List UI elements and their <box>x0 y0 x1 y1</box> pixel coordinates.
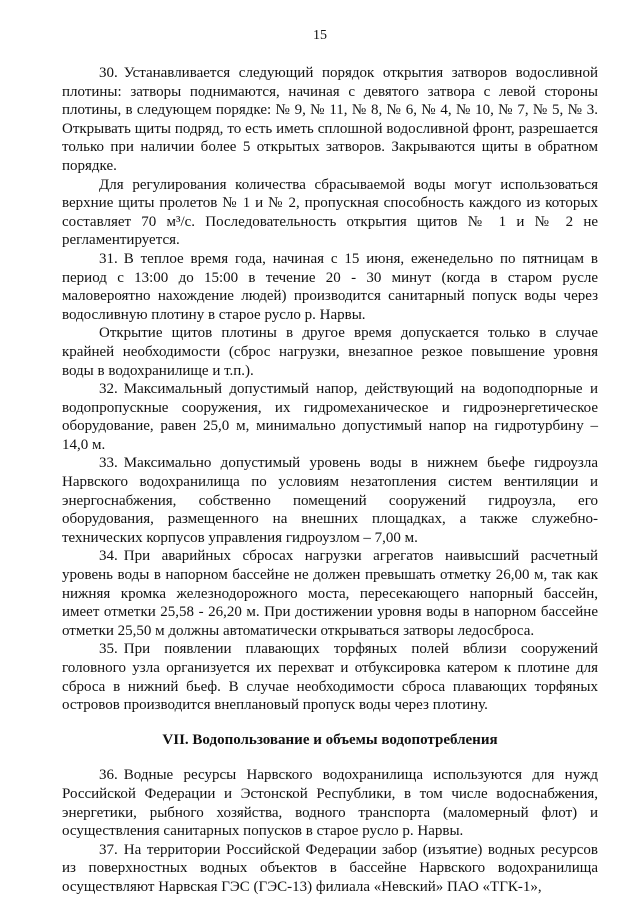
paragraph-text: Водные ресурсы Нарвского водохранилища используются для нужд Российской Федерации и Эстонской Республики, в том числе водоснабжения, энергетики, рыбного хозяйства, водного транспорта (маломерный флот) и осуществления санитарных попусков в старое русло р. Нарвы. <box>62 767 598 840</box>
paragraph-35 <box>62 640 598 714</box>
paragraph-text: Открытие щитов плотины в другое время допускается только в случае крайней необходимости (сброс нагрузки, внезапное резкое повышение уровня воды в водохранилище и т.п.). <box>62 325 598 379</box>
paragraph-number: 37. <box>99 841 118 858</box>
section-heading: VII. Водопользование и объемы водопотребления <box>162 731 498 748</box>
paragraph-number: 36. <box>99 767 118 784</box>
paragraph-text: В теплое время года, начиная с 15 июня, еженедельно по пятницам в период с 13:00 до 15:00 в течение 20 - 30 минут (когда в старом русле маловероятно нахождение людей) производится санитарный попуск воды через водосливную плотину в старое русло р. Нарвы. <box>62 250 598 323</box>
paragraph-32 <box>62 380 598 454</box>
paragraph-text: Устанавливается следующий порядок открытия затворов водосливной плотины: затворы поднимаются, начиная с девятого затвора с левой стороны плотины, в следующем порядке: № 9, № 11, № 8, № 6, № 4, № 10, № 7, № 5, № 3. Открывать щиты подряд, то есть иметь сплошной водосливной фронт, разрешается только при наличии более 5 открытых затворов. Закрываются щиты в обратном порядке. <box>62 65 598 174</box>
paragraph-31-cont <box>62 324 598 380</box>
paragraph-30-cont <box>62 176 598 250</box>
paragraph-text: Максимальный допустимый напор, действующий на водоподпорные и водопропускные сооружения, их гидромеханическое и гидроэнергетическое оборудование, равен 25,0 м, минимально допустимый напор на гидротурбину – 14,0 м. <box>62 381 598 453</box>
paragraph-36 <box>62 766 598 840</box>
paragraph-text: На территории Российской Федерации забор (изъятие) водных ресурсов из поверхностных водных объектов в бассейне Нарвского водохранилища осуществляют Нарвская ГЭС (ГЭС-13) филиала «Невский» ПАО «ТГК-1», <box>62 841 598 895</box>
paragraph-number: 35. <box>99 641 118 658</box>
document-body <box>62 64 598 897</box>
paragraph-31 <box>62 250 598 324</box>
paragraph-33 <box>62 454 598 547</box>
paragraph-text: Для регулирования количества сбрасываемой воды могут использоваться верхние щиты пролетов № 1 и № 2, пропускная способность каждого из которых составляет 70 м³/с. Последовательность открытия щитов № 1 и № 2 не регламентируется. <box>62 176 598 249</box>
paragraph-number: 31. <box>99 250 118 267</box>
paragraph-text: Максимально допустимый уровень воды в нижнем бьефе гидроузла Нарвского водохранилища по условиям незатопления систем вентиляции и энергоснабжения, собственно помещений сооружений гидроузла, его оборудования, размещенного на внешних площадках, а также служебно-технических корпусов управления гидроузлом – 7,00 м. <box>62 455 598 546</box>
paragraph-text: При появлении плавающих торфяных полей вблизи сооружений головного узла организуется их перехват и отбуксировка катером к плотине для сброса в нижний бьеф. В случае необходимости сброса плавающих торфяных островов производится внеплановый пропуск воды через плотину. <box>62 641 598 714</box>
paragraph-number: 34. <box>99 548 118 565</box>
paragraph-number: 33. <box>99 455 118 472</box>
paragraph-text: При аварийных сбросах нагрузки агрегатов наивысший расчетный уровень воды в напорном бассейне не должен превышать отметку 26,00 м, так как нижняя кромка железнодорожного моста, пересекающего напорный бассейн, имеет отметки 25,58 - 26,20 м. При достижении уровня воды в напорном бассейне отметки 25,50 м должны автоматически открываться затворы ледосброса. <box>62 548 598 639</box>
paragraph-37 <box>62 841 598 897</box>
page-number: 15 <box>313 28 327 43</box>
paragraph-number: 30. <box>99 65 118 81</box>
paragraph-number: 32. <box>99 381 118 398</box>
paragraph-34 <box>62 547 598 640</box>
paragraph-30 <box>62 64 598 176</box>
